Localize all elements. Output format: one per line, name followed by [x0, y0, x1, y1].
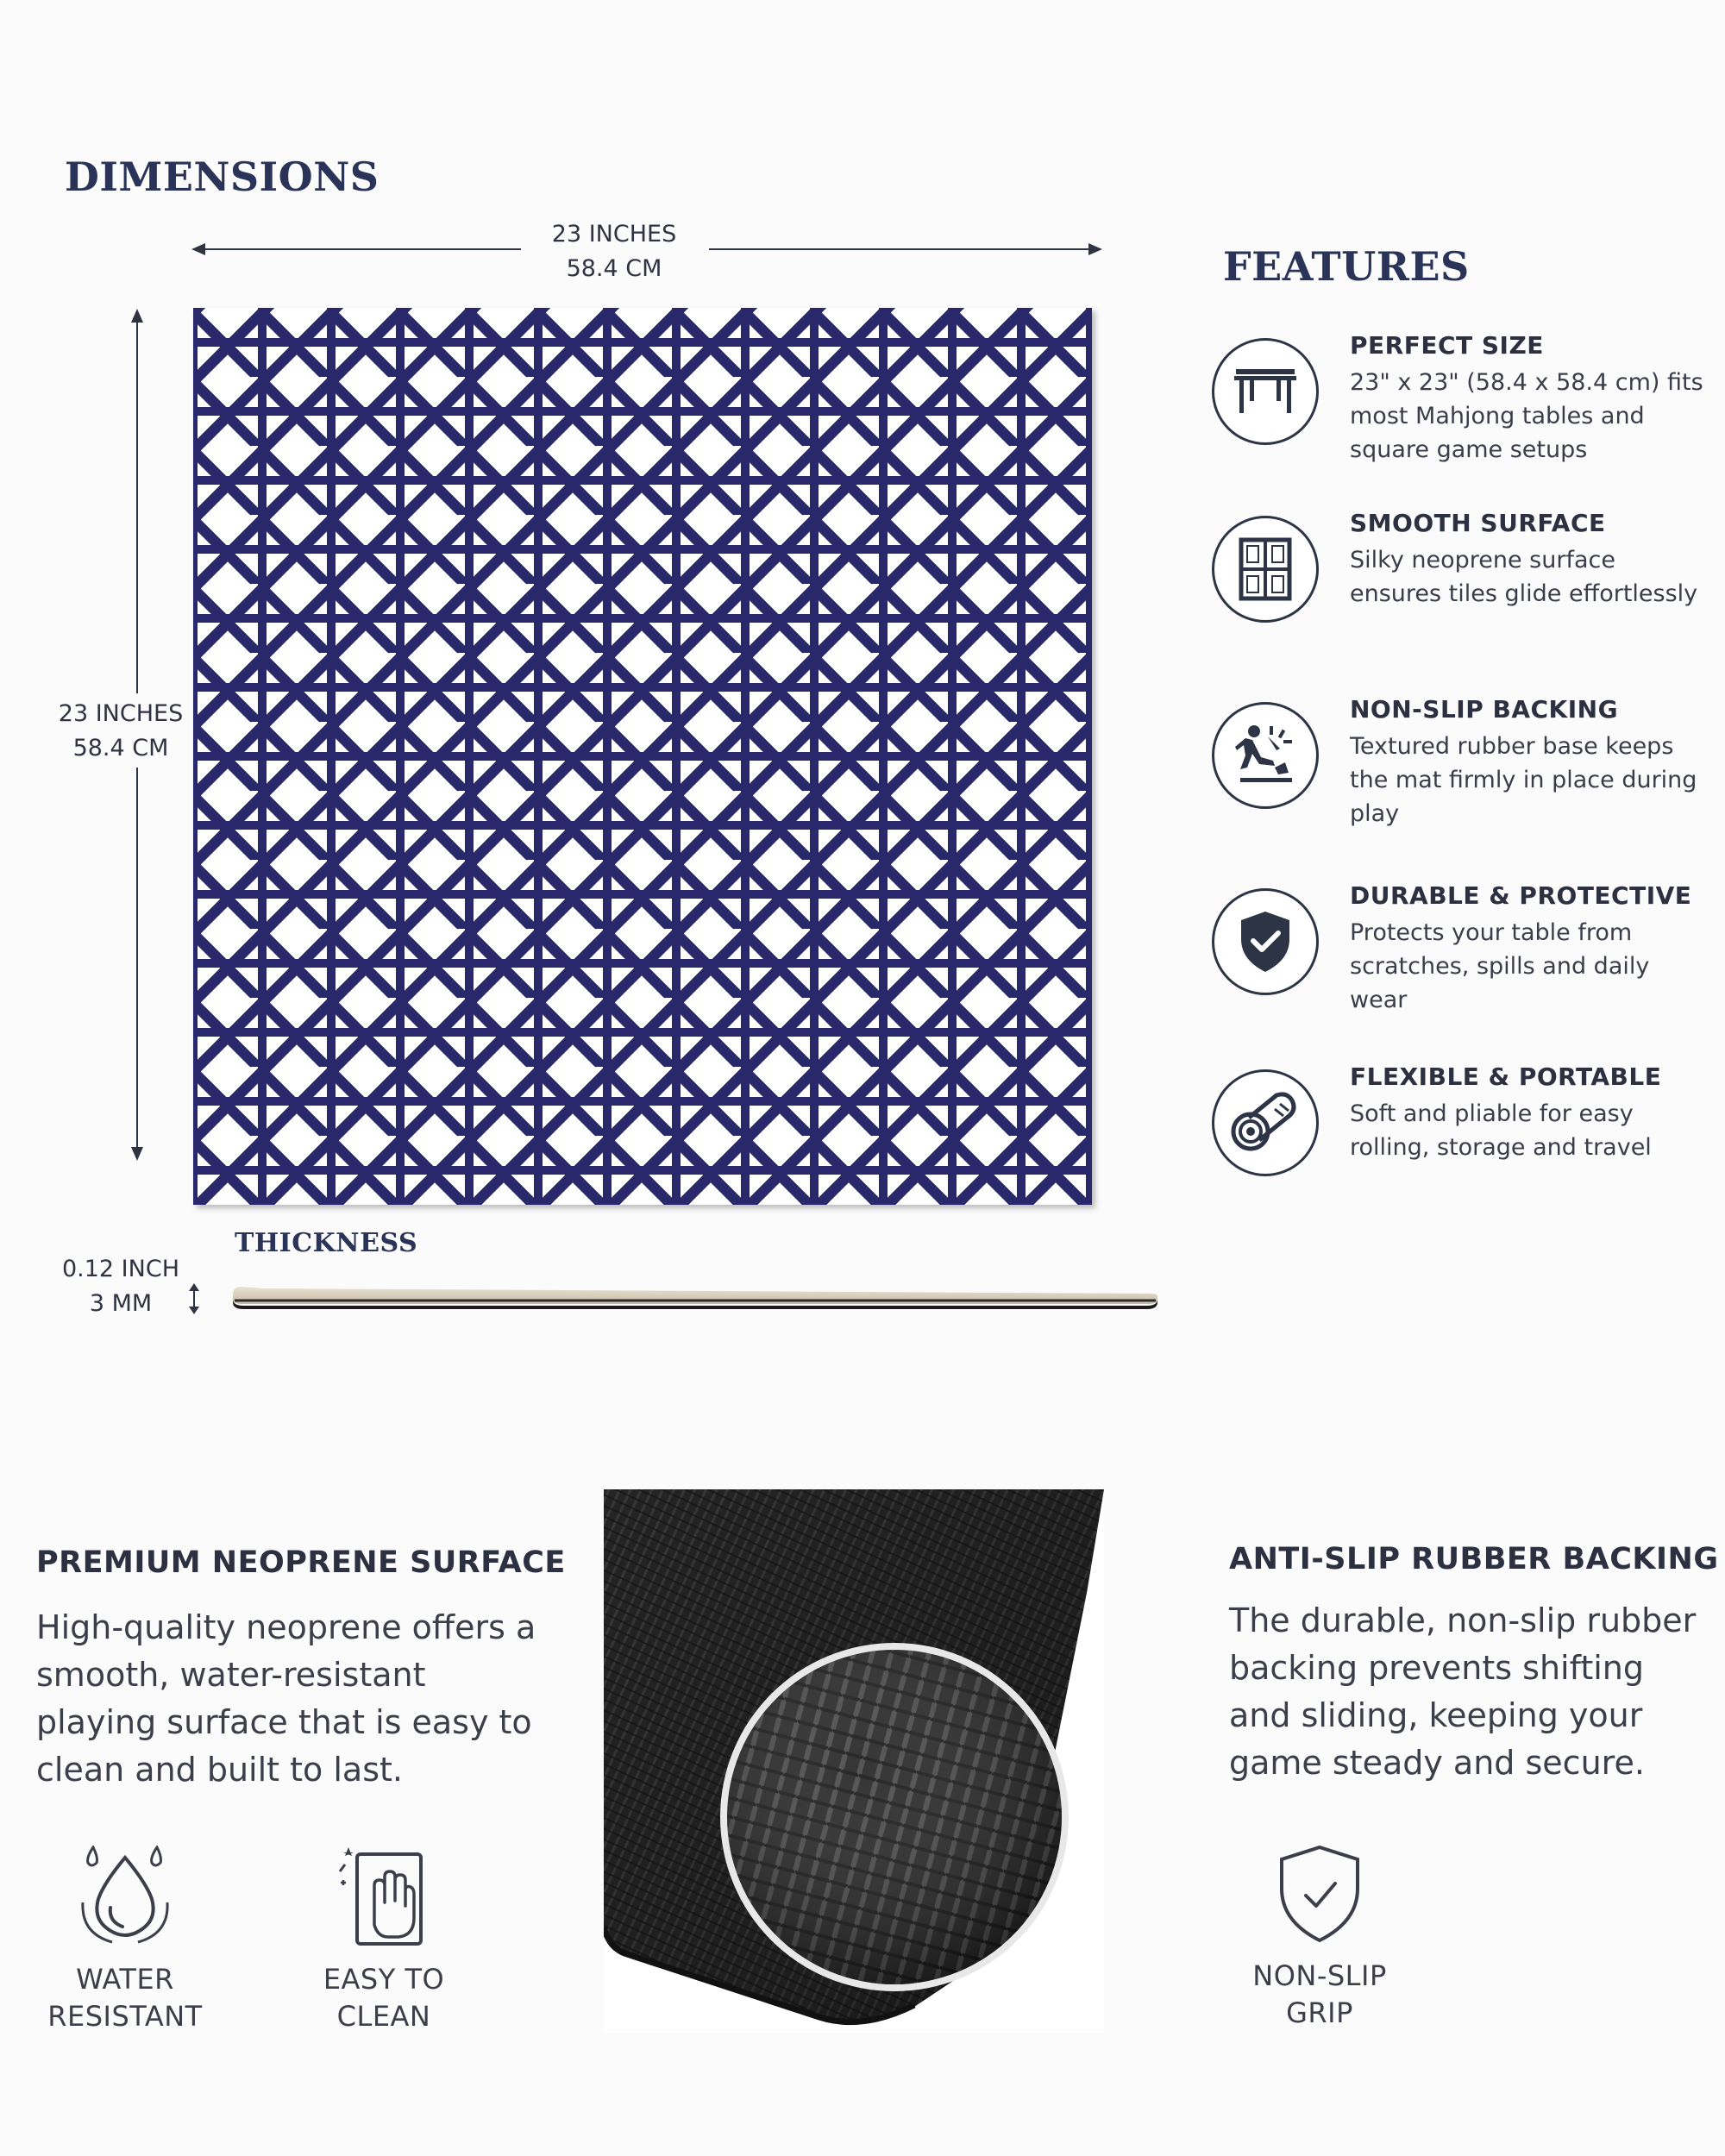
- feature-title: NON-SLIP BACKING: [1350, 695, 1619, 724]
- features-heading: FEATURES: [1223, 243, 1470, 290]
- feature-icon-circle: [1212, 888, 1319, 995]
- height-cm: 58.4 CM: [72, 735, 169, 761]
- width-line-right: [709, 248, 1090, 250]
- slip-icon: [1235, 723, 1295, 788]
- feature-title: DURABLE & PROTECTIVE: [1350, 881, 1692, 910]
- height-arrow-bottom: [131, 1147, 143, 1161]
- feature-item-smooth-surface: [1212, 509, 1712, 671]
- feature-title: FLEXIBLE & PORTABLE: [1350, 1062, 1662, 1091]
- width-line-left: [204, 248, 521, 250]
- feature-description: Protects your table from scratches, spills and daily wear: [1350, 919, 1650, 1013]
- water-resistant-badge: [26, 1846, 224, 2035]
- height-line-bottom: [136, 768, 138, 1149]
- non-slip-grip-line2: GRIP: [1286, 1996, 1353, 2029]
- water-resistant-line1: WATER: [76, 1963, 174, 1996]
- feature-icon-circle: [1212, 1069, 1319, 1176]
- non-slip-grip-line1: NON-SLIP: [1252, 1959, 1387, 1992]
- backing-description: The durable, non-slip rubber backing prevents shifting and sliding, keeping your game steady and secure.: [1229, 1601, 1697, 1782]
- height-inches: 23 INCHES: [58, 700, 184, 727]
- feature-description: Silky neoprene surface ensures tiles glide effortlessly: [1350, 547, 1698, 607]
- thickness-heading: THICKNESS: [235, 1228, 418, 1258]
- dimensions-heading: DIMENSIONS: [65, 154, 380, 200]
- surface-title: PREMIUM NEOPRENE SURFACE: [36, 1545, 566, 1580]
- feature-description: 23" x 23" (58.4 x 58.4 cm) fits most Mahjong tables and square game setups: [1350, 369, 1703, 463]
- easy-to-clean-line1: EASY TO: [323, 1963, 445, 1996]
- shield-check-icon: [1276, 1844, 1363, 1944]
- width-arrow-right: [1088, 243, 1102, 255]
- width-inches: 23 INCHES: [551, 221, 677, 248]
- mat-pattern-image: [193, 308, 1092, 1205]
- rolled-mat-icon: [1230, 1092, 1301, 1154]
- non-slip-grip-badge: [1220, 1844, 1419, 2032]
- feature-icon-circle: [1212, 702, 1319, 809]
- thickness-mm: 3 MM: [89, 1290, 153, 1317]
- water-resistant-line2: RESISTANT: [47, 2000, 203, 2033]
- water-drop-icon: [78, 1846, 172, 1947]
- easy-to-clean-line2: CLEAN: [336, 2000, 431, 2033]
- width-label: [528, 217, 700, 286]
- feature-description: Textured rubber base keeps the mat firmly in place during play: [1350, 733, 1697, 827]
- height-label: [43, 697, 198, 766]
- table-icon: [1233, 366, 1298, 417]
- rubber-backing-photo: [604, 1489, 1104, 2033]
- tile-grid-icon: [1239, 537, 1292, 601]
- feature-item-non-slip-backing: [1212, 695, 1712, 857]
- wipe-hand-icon: [336, 1846, 431, 1947]
- backing-title: ANTI-SLIP RUBBER BACKING: [1229, 1542, 1719, 1576]
- feature-title: SMOOTH SURFACE: [1350, 509, 1606, 537]
- shield-check-icon: [1238, 910, 1293, 974]
- feature-icon-circle: [1212, 338, 1319, 445]
- height-line-top: [136, 321, 138, 693]
- feature-description: Soft and pliable for easy rolling, storage and travel: [1350, 1100, 1652, 1161]
- feature-icon-circle: [1212, 516, 1319, 623]
- width-cm: 58.4 CM: [566, 255, 662, 282]
- feature-title: PERFECT SIZE: [1350, 331, 1544, 360]
- thickness-inch: 0.12 INCH: [61, 1256, 179, 1282]
- easy-to-clean-badge: [285, 1846, 483, 2035]
- feature-item-flexible-portable: [1212, 1062, 1712, 1225]
- thickness-label: [43, 1252, 198, 1321]
- thickness-arrow-icon: [188, 1283, 200, 1314]
- feature-item-durable-protective: [1212, 881, 1712, 1044]
- feature-item-perfect-size: [1212, 331, 1712, 493]
- mat-side-profile-image: [229, 1282, 1161, 1311]
- surface-description: High-quality neoprene offers a smooth, water-resistant playing surface that is easy to clean and built to last.: [36, 1608, 536, 1789]
